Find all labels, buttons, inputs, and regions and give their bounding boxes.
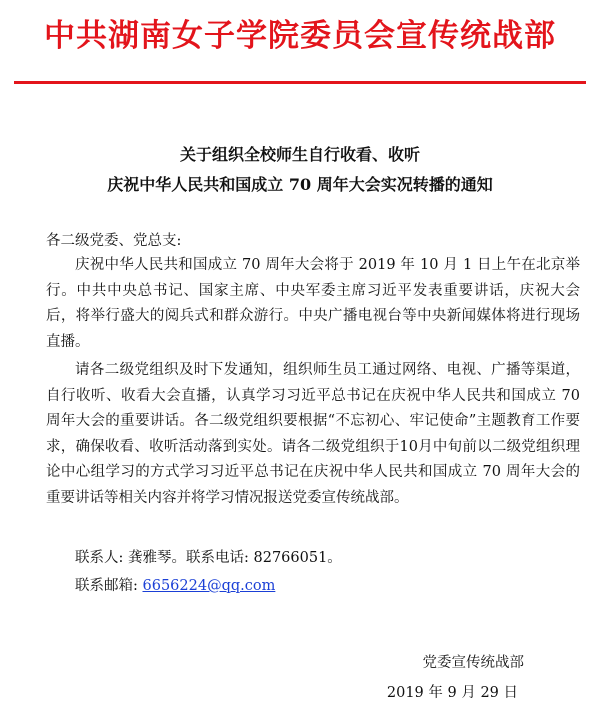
masthead-divider <box>14 81 586 84</box>
notice-title-line-2: 庆祝中华人民共和国成立 70 周年大会实况转播的通知 <box>107 175 493 194</box>
body-paragraph-2: 请各二级党组织及时下发通知，组织师生员工通过网络、电视、广播等渠道，自行收听、收看大会直播，认真学习习近平总书记在庆祝中华人民共和国成立 70 周年大会的重要讲话。各二级党组织要根据“不忘初心、牢记使命”主题教育工作要求，确保收看、收听活动落到实处。请各二级党组织于10月中旬前以二级党组织理论中心组学习的方式学习习近平总书记在庆祝中华人民共和国成立 70 周年大会的重要讲话等相关内容并将学习情况报送党委宣传统战部。 <box>46 362 580 506</box>
masthead-title: 中共湖南女子学院委员会宣传统战部 <box>44 18 556 54</box>
contact-email-link[interactable]: 6656224@qq.com <box>142 578 276 594</box>
signer-department: 党委宣传统战部 <box>422 655 524 671</box>
notice-title-line-1: 关于组织全校师生自行收看、收听 <box>179 145 420 164</box>
body-paragraph-1: 庆祝中华人民共和国成立 70 周年大会将于 2019 年 10 月 1 日上午在北京举行。中共中央总书记、国家主席、中央军委主席习近平发表重要讲话，庆祝大会后，将举行盛大的阅兵式和群众游行。中央广播电视台等中央新闻媒体将进行现场直播。 <box>46 257 580 350</box>
contact-person-line: 联系人: 龚雅琴。联系电话: 82766051。 <box>75 550 342 566</box>
contact-email-label: 联系邮箱: <box>75 578 143 594</box>
signing-date: 2019 年 9 月 29 日 <box>386 685 518 701</box>
contact-email-line <box>75 574 275 598</box>
salutation: 各二级党委、党总支: <box>46 233 182 249</box>
